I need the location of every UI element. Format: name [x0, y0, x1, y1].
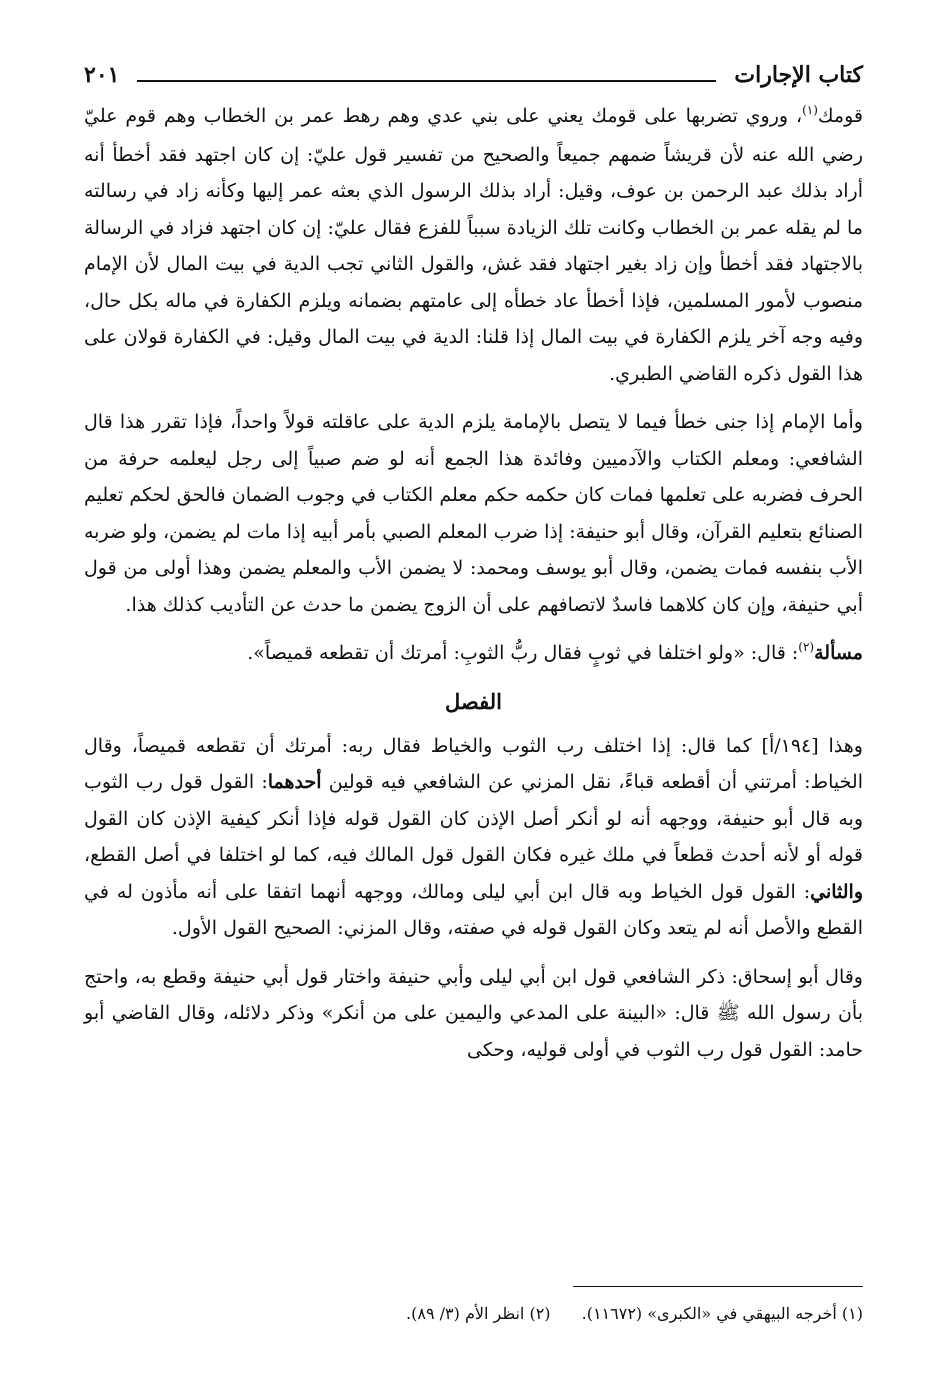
- masala-label: مسألة: [814, 642, 863, 664]
- footnote-marker-1: (١): [802, 103, 818, 117]
- footnotes: [84, 1300, 863, 1328]
- paragraph-1-text: ، وروي تضربها على قومك يعني على بني عدي وهم رهط عمر بن الخطاب وهم قوم عليّ رضي الله عنه لأن قريشاً ضمهم جميعاً والصحيح من تفسير قول عليّ: إن كان اجتهد فقد أخطأ أنه أراد بذلك عبد الرحمن بن عوف، وقيل: أراد بذلك الرسول الذي بعثه عمر إليها وكأنه زاد في رسالته ما لم يقله عمر بن الخطاب وكانت تلك الزيادة سبباً للفزع فقال عليّ: إن كان اجتهد فزاد في الرسالة بالاجتهاد فقد أخطأ وإن زاد بغير اجتهاد فقد غش، والقول الثاني تجب الدية في بيت المال لأن الإمام منصوب لأمور المسلمين، فإذا أخطأ عاد خطأه إلى عامتهم بضمانه ويلزم الكفارة في ماله بكل حال، وفيه وجه آخر يلزم الكفارة في بيت المال إذا قلنا: الدية في بيت المال وقيل: في الكفارة قولان على هذا القول ذكره القاضي الطبري.: [84, 105, 863, 385]
- page-number: ٢٠١: [84, 62, 120, 88]
- paragraph-4-part-c: : القول قول الخياط وبه قال ابن أبي ليلى ومالك، ووجهه أنهما اتفقا على أنه مأذون له في القطع والأصل أنه لم يتعد وكان القول قوله في صفته، وقال المزني: الصحيح القول الأول.: [84, 880, 863, 939]
- footnote-separator: [573, 1286, 863, 1287]
- paragraph-5: وقال أبو إسحاق: ذكر الشافعي قول ابن أبي ليلى وأبي حنيفة واختار قول أبي حنيفة وقطع به، واحتج بأن رسول الله ﷺ قال: «البينة على المدعي واليمين على من أنكر» وذكر دلائله، وقال القاضي أبو حامد: القول قول رب الثوب في أولى قوليه، وحكى: [84, 965, 863, 1061]
- section-heading: الفصل: [445, 688, 502, 714]
- paragraph-3-masala: [84, 635, 863, 674]
- footnote-1: (١) أخرجه البيهقي في «الكبرى» (١١٦٧٢).: [581, 1304, 863, 1323]
- paragraph-4-part-a: وهذا [١٩٤/أ] كما قال: إذا اختلف رب الثوب والخياط فقال ربه: أمرتك أن تقطعه قميصاً، وقال الخياط: أمرتني أن أقطعه قباءً، نقل المزني عن الشافعي فيه قولين: [84, 734, 863, 793]
- first-opinion-label: أحدهما: [267, 771, 322, 793]
- paragraph-2: وأما الإمام إذا جنى خطأ فيما لا يتصل بالإمامة يلزم الدية على عاقلته قولاً واحداً، فإذا تقرر هذا قال الشافعي: ومعلم الكتاب والآدميين وفائدة هذا الجمع أنه لو ضم صبياً إلى رجل ليعلمه حرفة من الحرف فضربه على تعلمها فمات كان حكمه حكم معلم الكتاب في وجوب الضمان فالحق لحكم تعليم الصنائع بتعليم القرآن، وقال أبو حنيفة: إذا ضرب المعلم الصبي بأمر أبيه إذا مات لم يضمن، ولو ضربه الأب بنفسه فمات يضمن، وقال أبو يوسف ومحمد: لا يضمن الأب والمعلم يضمن وهذا أولى من قول أبي حنيفة، وإن كان كلاهما فاسدٌ لاتصافهم على أن الزوج يضمن ما حدث عن التأديب كذلك هذا.: [84, 411, 863, 616]
- main-text: [84, 98, 863, 1068]
- header-rule: [137, 80, 716, 82]
- footnote-2: (٢) انظر الأم (٣/ ٨٩).: [406, 1304, 551, 1323]
- paragraph-1-start: قومك: [817, 105, 863, 127]
- running-header: [84, 60, 863, 90]
- paragraph-4: [84, 728, 863, 947]
- paragraph-4-part-b: : القول قول رب الثوب وبه قال أبو حنيفة، ووجهه أنه لو أنكر أصل الإذن كان القول قوله فإذا أنكر كيفية الإذن كان القول قوله أو لأنه أحدث قطعاً في ملك غيره فكان القول قول المالك فيه، كما لو اختلفا في أصل القطع،: [84, 771, 863, 866]
- chapter-title: كتاب الإجارات: [734, 62, 863, 88]
- second-opinion-label: والثاني: [810, 880, 863, 903]
- footnote-marker-2: (٢): [798, 640, 815, 654]
- masala-text: : قال: «ولو اختلفا في ثوبٍ فقال ربُّ الثوبِ: أمرتك أن تقطعه قميصاً».: [247, 642, 799, 664]
- paragraph-1: [84, 98, 863, 392]
